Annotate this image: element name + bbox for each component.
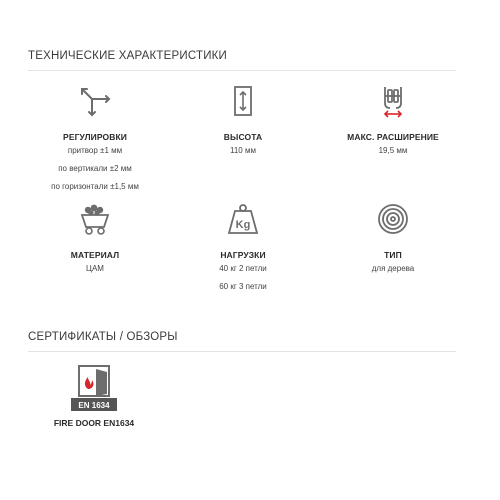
spec-height-title: ВЫСОТА (223, 132, 263, 142)
ore-cart-icon (78, 202, 112, 236)
spec-material (20, 202, 170, 278)
spec-adjustments (20, 84, 170, 196)
adjust-arrows-icon (78, 84, 112, 118)
spec-load-value-1: 40 кг 2 петли (219, 264, 267, 273)
spec-material-title: МАТЕРИАЛ (70, 250, 120, 260)
svg-text:Kg: Kg (235, 219, 251, 231)
tech-divider (28, 70, 456, 71)
spec-type-value: для дерева (371, 264, 415, 273)
spec-height-value: 110 мм (230, 146, 256, 155)
spec-load-value-2: 60 кг 3 петли (219, 282, 267, 291)
tech-section-heading: ТЕХНИЧЕСКИЕ ХАРАКТЕРИСТИКИ (28, 50, 228, 62)
height-icon (226, 84, 260, 118)
cert-fire-door[interactable] (44, 364, 144, 428)
spec-adjustments-value-3: по горизонтали ±1,5 мм (51, 182, 139, 191)
spec-adjustments-value-1: притвор ±1 мм (67, 146, 123, 155)
spec-height (168, 84, 318, 160)
spec-material-value: ЦАМ (86, 264, 104, 273)
spec-max-expansion-value: 19,5 мм (378, 146, 408, 155)
cert-badge-text: EN 1634 (78, 401, 110, 410)
weight-kg-icon (225, 202, 261, 236)
wood-rings-icon (376, 202, 410, 236)
certs-divider (28, 351, 456, 352)
spec-max-expansion (318, 84, 468, 160)
spec-type-title: ТИП (384, 250, 402, 260)
spec-max-expansion-title: МАКС. РАСШИРЕНИЕ (347, 132, 439, 142)
spec-adjustments-title: РЕГУЛИРОВКИ (63, 132, 127, 142)
cert-fire-door-title: FIRE DOOR EN1634 (53, 418, 135, 428)
spec-adjustments-value-2: по вертикали ±2 мм (58, 164, 132, 173)
spec-type (318, 202, 468, 278)
certs-section-heading: СЕРТИФИКАТЫ / ОБЗОРЫ (28, 331, 178, 343)
fire-door-icon (69, 364, 119, 412)
spec-load-title: НАГРУЗКИ (220, 250, 266, 260)
hinge-expansion-icon (376, 84, 410, 118)
spec-load (168, 202, 318, 296)
